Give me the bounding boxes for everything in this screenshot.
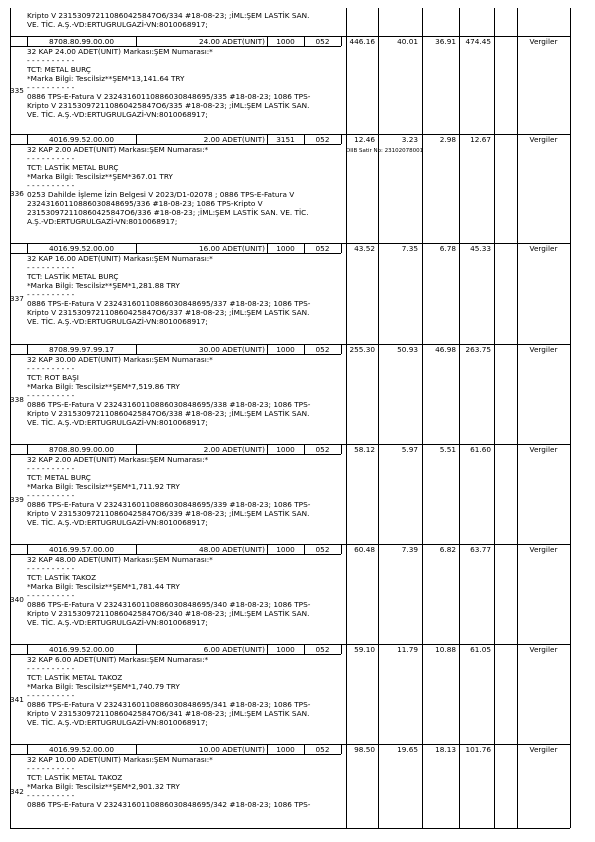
- description-line: TCT: LASTİK METAL BURÇ: [27, 163, 119, 173]
- description-line: VE. TİC. A.Ş.-VD:ERTUGRULGAZİ-VN:8010068917;: [27, 418, 208, 428]
- grid-vline: [10, 8, 11, 828]
- hs-code: 8708.80.99.00.00: [49, 445, 114, 454]
- code-1: 1000: [276, 445, 295, 454]
- value-2: 19.65: [397, 745, 418, 754]
- description-line: - - - - - - - - - -: [27, 791, 75, 801]
- description-line: Kripto V 231530972110860425847O6/341 #18-08-23; ;İML:ŞEM LASTİK SAN.: [27, 709, 310, 719]
- code-2: 052: [315, 37, 330, 46]
- description-line: - - - - - - - - - -: [27, 181, 75, 191]
- grid-vline: [494, 8, 495, 828]
- permit-note: DIIB Satir No: 23102078001: [346, 148, 424, 154]
- value-1: 59.10: [354, 645, 375, 654]
- hs-code: 4016.99.52.00.00: [49, 745, 114, 754]
- tax-link: Vergiler: [529, 545, 558, 554]
- value-3: 10.88: [435, 645, 456, 654]
- description-line: Kripto V 231530972110860425847O6/339 #18-08-23; ;İML:ŞEM LASTİK SAN.: [27, 509, 310, 519]
- value-4: 61.60: [470, 445, 491, 454]
- quantity: 2.00 ADET(UNIT): [203, 445, 265, 454]
- quantity: 6.00 ADET(UNIT): [203, 645, 265, 654]
- description-line: TCT: LASTİK TAKOZ: [27, 573, 97, 583]
- hs-code: 4016.99.57.00.00: [49, 545, 114, 554]
- value-1: 255.30: [349, 345, 375, 354]
- description-line: 0886 TPS-E-Fatura V 23243160110886030848695/340 #18-08-23; 1086 TPS-: [27, 600, 311, 610]
- code-2: 052: [315, 345, 330, 354]
- value-2: 7.35: [401, 244, 418, 253]
- quantity: 30.00 ADET(UNIT): [199, 345, 265, 354]
- description-line: *Marka Bilgi: Tescilsiz**ŞEM*13,141.64 TRY: [27, 74, 185, 84]
- hs-code: 4016.99.52.00.00: [49, 135, 114, 144]
- description-line: - - - - - - - - - -: [27, 464, 75, 474]
- value-4: 61.05: [470, 645, 491, 654]
- top-fragment-line-2: VE. TİC. A.Ş.-VD:ERTUGRULGAZİ-VN:8010068917;: [27, 20, 208, 29]
- value-3: 18.13: [435, 745, 456, 754]
- item-number: 338: [10, 394, 24, 404]
- description-line: 32 KAP 24.00 ADET(UNIT) Markası:ŞEM Numarası:*: [27, 47, 213, 56]
- value-4: 263.75: [465, 345, 491, 354]
- hs-code: 4016.99.52.00.00: [49, 244, 114, 253]
- description-line: Kripto V 231530972110860425847O6/338 #18-08-23; ;İML:ŞEM LASTİK SAN.: [27, 409, 310, 419]
- description-line: - - - - - - - - - -: [27, 290, 75, 300]
- value-4: 12.67: [470, 135, 491, 144]
- description-line: 32 KAP 48.00 ADET(UNIT) Markası:ŞEM Numarası:*: [27, 555, 213, 564]
- code-1: 1000: [276, 244, 295, 253]
- description-line: TCT: LASTİK METAL TAKOZ: [27, 673, 123, 683]
- description-line: 0886 TPS-E-Fatura V 23243160110886030848695/335 #18-08-23; 1086 TPS-: [27, 92, 311, 102]
- code-1: 1000: [276, 745, 295, 754]
- description-line: VE. TİC. A.Ş.-VD:ERTUGRULGAZİ-VN:8010068917;: [27, 518, 208, 528]
- grid-vline: [422, 8, 423, 828]
- quantity: 48.00 ADET(UNIT): [199, 545, 265, 554]
- value-3: 5.51: [439, 445, 456, 454]
- description-line: - - - - - - - - - -: [27, 83, 75, 93]
- description-line: - - - - - - - - - -: [27, 564, 75, 574]
- value-1: 60.48: [354, 545, 375, 554]
- value-1: 12.46: [354, 135, 375, 144]
- tax-link: Vergiler: [529, 645, 558, 654]
- description-line: Kripto V 231530972110860425847O6/337 #18-08-23; ;İML:ŞEM LASTİK SAN.: [27, 308, 310, 318]
- value-1: 446.16: [349, 37, 375, 46]
- code-2: 052: [315, 135, 330, 144]
- code-2: 052: [315, 745, 330, 754]
- value-4: 63.77: [470, 545, 491, 554]
- value-1: 98.50: [354, 745, 375, 754]
- quantity: 10.00 ADET(UNIT): [199, 745, 265, 754]
- tax-link: Vergiler: [529, 445, 558, 454]
- description-line: 0253 Dahilde İşleme İzin Belgesi V 2023/D1-02078 ; 0886 TPS-E-Fatura V: [27, 190, 295, 200]
- description-line: - - - - - - - - - -: [27, 263, 75, 273]
- description-line: - - - - - - - - - -: [27, 491, 75, 501]
- quantity: 24.00 ADET(UNIT): [199, 37, 265, 46]
- value-1: 43.52: [354, 244, 375, 253]
- value-2: 50.93: [397, 345, 418, 354]
- value-4: 101.76: [465, 745, 491, 754]
- description-line: *Marka Bilgi: Tescilsiz**ŞEM*1,781.44 TRY: [27, 582, 180, 592]
- value-3: 6.82: [439, 545, 456, 554]
- description-line: 23243160110886030848695/336 #18-08-23; 1086 TPS-Kripto V: [27, 199, 263, 209]
- item-number: 337: [10, 294, 24, 303]
- value-2: 3.23: [401, 135, 418, 144]
- description-line: 0886 TPS-E-Fatura V 23243160110886030848695/337 #18-08-23; 1086 TPS-: [27, 299, 311, 309]
- value-1: 58.12: [354, 445, 375, 454]
- description-line: 0886 TPS-E-Fatura V 23243160110886030848695/339 #18-08-23; 1086 TPS-: [27, 500, 311, 510]
- description-line: TCT: METAL BURÇ: [27, 473, 91, 483]
- value-3: 2.98: [439, 135, 456, 144]
- tax-link: Vergiler: [529, 37, 558, 46]
- item-number: 342: [10, 786, 24, 796]
- description-line: *Marka Bilgi: Tescilsiz**ŞEM*2,901.32 TRY: [27, 782, 180, 792]
- description-line: 32 KAP 16.00 ADET(UNIT) Markası:ŞEM Numarası:*: [27, 254, 213, 263]
- description-line: 32 KAP 30.00 ADET(UNIT) Markası:ŞEM Numarası:*: [27, 355, 213, 364]
- description-line: *Marka Bilgi: Tescilsiz**ŞEM*367.01 TRY: [27, 172, 173, 182]
- tax-link: Vergiler: [529, 745, 558, 754]
- description-line: *Marka Bilgi: Tescilsiz**ŞEM*1,740.79 TRY: [27, 682, 180, 692]
- value-2: 40.01: [397, 37, 418, 46]
- value-3: 6.78: [439, 244, 456, 253]
- description-line: VE. TİC. A.Ş.-VD:ERTUGRULGAZİ-VN:8010068917;: [27, 317, 208, 327]
- description-line: 0886 TPS-E-Fatura V 23243160110886030848695/342 #18-08-23; 1086 TPS-: [27, 800, 311, 810]
- description-line: - - - - - - - - - -: [27, 56, 75, 66]
- hs-code: 4016.99.52.00.00: [49, 645, 114, 654]
- description-line: 32 KAP 6.00 ADET(UNIT) Markası:ŞEM Numarası:*: [27, 655, 209, 664]
- description-line: - - - - - - - - - -: [27, 364, 75, 374]
- grid-vline: [378, 8, 379, 828]
- description-line: 0886 TPS-E-Fatura V 23243160110886030848695/338 #18-08-23; 1086 TPS-: [27, 400, 311, 410]
- item-number: 339: [10, 494, 24, 504]
- description-line: TCT: LASTİK METAL TAKOZ: [27, 773, 123, 783]
- description-line: - - - - - - - - - -: [27, 664, 75, 674]
- description-line: - - - - - - - - - -: [27, 764, 75, 774]
- description-line: VE. TİC. A.Ş.-VD:ERTUGRULGAZİ-VN:8010068917;: [27, 718, 208, 728]
- quantity: 2.00 ADET(UNIT): [203, 135, 265, 144]
- description-line: *Marka Bilgi: Tescilsiz**ŞEM*1,281.88 TRY: [27, 281, 180, 291]
- item-number: 340: [10, 594, 24, 604]
- item-number: 336: [10, 189, 24, 198]
- description-line: VE. TİC. A.Ş.-VD:ERTUGRULGAZİ-VN:8010068917;: [27, 110, 208, 120]
- description-line: Kripto V 231530972110860425847O6/335 #18-08-23; ;İML:ŞEM LASTİK SAN.: [27, 101, 310, 111]
- declaration-table: [10, 8, 570, 828]
- value-3: 46.98: [435, 345, 456, 354]
- grid-vline: [517, 8, 518, 828]
- description-line: Kripto V 231530972110860425847O6/340 #18-08-23; ;İML:ŞEM LASTİK SAN.: [27, 609, 310, 619]
- code-1: 1000: [276, 37, 295, 46]
- code-2: 052: [315, 244, 330, 253]
- description-line: - - - - - - - - - -: [27, 591, 75, 601]
- description-line: *Marka Bilgi: Tescilsiz**ŞEM*1,711.92 TRY: [27, 482, 180, 492]
- description-line: *Marka Bilgi: Tescilsiz**ŞEM*7,519.86 TRY: [27, 382, 180, 392]
- item-number: 341: [10, 694, 24, 704]
- description-line: VE. TİC. A.Ş.-VD:ERTUGRULGAZİ-VN:8010068917;: [27, 618, 208, 628]
- grid-vline: [459, 8, 460, 828]
- description-line: - - - - - - - - - -: [27, 154, 75, 164]
- tax-link: Vergiler: [529, 345, 558, 354]
- code-1: 3151: [276, 135, 295, 144]
- hs-code: 8708.80.99.00.00: [49, 37, 114, 46]
- grid-vline: [570, 8, 571, 828]
- description-line: - - - - - - - - - -: [27, 691, 75, 701]
- description-line: TCT: METAL BURÇ: [27, 65, 91, 75]
- value-2: 11.79: [397, 645, 418, 654]
- description-line: TCT: LASTİK METAL BURÇ: [27, 272, 119, 282]
- code-2: 052: [315, 545, 330, 554]
- description-line: 0886 TPS-E-Fatura V 23243160110886030848695/341 #18-08-23; 1086 TPS-: [27, 700, 311, 710]
- code-2: 052: [315, 645, 330, 654]
- quantity: 16.00 ADET(UNIT): [199, 244, 265, 253]
- description-line: - - - - - - - - - -: [27, 391, 75, 401]
- hs-code: 8708.99.97.99.17: [49, 345, 114, 354]
- top-fragment-line-1: Kripto V 231530972110860425847O6/334 #18-08-23; ;İML:ŞEM LASTİK SAN.: [27, 11, 310, 20]
- code-1: 1000: [276, 345, 295, 354]
- value-2: 5.97: [401, 445, 418, 454]
- value-4: 474.45: [465, 37, 491, 46]
- tax-link: Vergiler: [529, 135, 558, 144]
- description-line: TCT: ROT BAŞI: [27, 373, 79, 383]
- item-number: 335: [10, 85, 24, 95]
- description-line: 231530972110860425847O6/336 #18-08-23; ;İML:ŞEM LASTİK SAN. VE. TİC.: [27, 208, 309, 218]
- table-bottom-rule: [10, 828, 570, 829]
- code-2: 052: [315, 445, 330, 454]
- code-1: 1000: [276, 645, 295, 654]
- description-line: 32 KAP 10.00 ADET(UNIT) Markası:ŞEM Numarası:*: [27, 755, 213, 764]
- description-line: 32 KAP 2.00 ADET(UNIT) Markası:ŞEM Numarası:*: [27, 455, 209, 464]
- value-2: 7.39: [401, 545, 418, 554]
- value-4: 45.33: [470, 244, 491, 253]
- grid-vline: [346, 8, 347, 828]
- tax-link: Vergiler: [529, 244, 558, 253]
- code-1: 1000: [276, 545, 295, 554]
- description-line: 32 KAP 2.00 ADET(UNIT) Markası:ŞEM Numarası:*: [27, 145, 209, 154]
- value-3: 36.91: [435, 37, 456, 46]
- description-line: A.Ş.-VD:ERTUGRULGAZİ-VN:8010068917;: [27, 217, 178, 227]
